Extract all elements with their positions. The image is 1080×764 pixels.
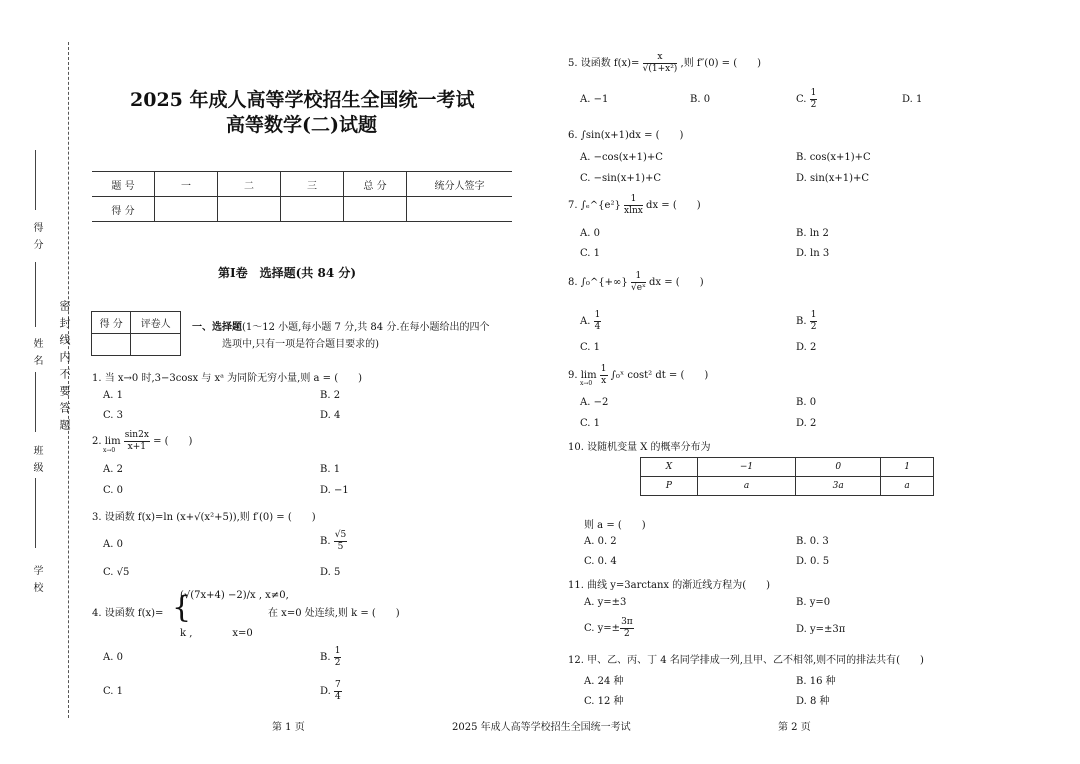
score-row-label: 得 分 bbox=[92, 197, 155, 222]
q8-option-b-label: B. bbox=[796, 316, 807, 327]
q6-stem: 6. ∫sin(x+1)dx = ( ) bbox=[568, 130, 684, 141]
q5-stem bbox=[568, 52, 761, 75]
score-header: 统分人签字 bbox=[407, 172, 513, 197]
q9-option-d[interactable]: D. 2 bbox=[796, 418, 817, 429]
grader-name-cell[interactable] bbox=[131, 334, 181, 356]
q10-option-a[interactable]: A. 0. 2 bbox=[584, 536, 617, 547]
q2-option-a[interactable]: A. 2 bbox=[103, 464, 123, 475]
binding-label-class: 班 级 bbox=[31, 445, 42, 475]
q8-pre: 8. ∫₀^{+∞} bbox=[568, 277, 628, 288]
q5-c-num: 1 bbox=[810, 88, 817, 98]
part-title: 第Ⅰ卷 选择题(共 84 分) bbox=[218, 266, 357, 280]
q11-c-den: 2 bbox=[624, 629, 630, 639]
q4-brace: { bbox=[172, 590, 192, 625]
q8-den: √eˣ bbox=[630, 283, 646, 293]
q6-option-a[interactable]: A. −cos(x+1)+C bbox=[580, 152, 663, 163]
section-instr-1: (1～12 小题,每小题 7 分,共 84 分.在每小题给出的四个 bbox=[242, 322, 490, 333]
q4-d-den: 4 bbox=[335, 692, 341, 702]
q9-den: x bbox=[601, 376, 607, 386]
q2-numerator: sin2x bbox=[124, 430, 149, 440]
binding-underline bbox=[35, 150, 36, 210]
score-header: 二 bbox=[218, 172, 281, 197]
q4-b-den: 2 bbox=[334, 658, 341, 668]
q4-option-c[interactable]: C. 1 bbox=[103, 686, 124, 697]
binding-warning: 密封线内不要答题 bbox=[58, 300, 71, 436]
q7-option-a[interactable]: A. 0 bbox=[580, 228, 600, 239]
grader-name-label: 评卷人 bbox=[131, 312, 181, 334]
q5-pre: 5. 设函数 f(x)= bbox=[568, 58, 640, 69]
q11-option-c-label: C. y=± bbox=[584, 623, 621, 634]
score-cell[interactable] bbox=[344, 197, 407, 222]
q6-option-d[interactable]: D. sin(x+1)+C bbox=[796, 173, 870, 184]
q6-option-c[interactable]: C. −sin(x+1)+C bbox=[580, 173, 662, 184]
q3-option-c[interactable]: C. √5 bbox=[103, 567, 130, 578]
q4-post: 在 x=0 处连续,则 k = ( ) bbox=[268, 608, 400, 619]
q8-option-b[interactable] bbox=[796, 310, 817, 333]
q4-case-2: k , x=0 bbox=[180, 628, 253, 639]
q4-pre: 4. 设函数 f(x)= bbox=[92, 608, 164, 619]
q7-option-b[interactable]: B. ln 2 bbox=[796, 228, 829, 239]
q8-option-c[interactable]: C. 1 bbox=[580, 342, 601, 353]
q5-option-d[interactable]: D. 1 bbox=[902, 94, 923, 105]
dist-header: X bbox=[641, 458, 698, 477]
footer-page-left: 第 1 页 bbox=[272, 722, 305, 733]
q10-option-d[interactable]: D. 0. 5 bbox=[796, 556, 830, 567]
q1-option-a[interactable]: A. 1 bbox=[103, 390, 123, 401]
q11-c-num: 3π bbox=[621, 617, 633, 627]
exam-title: 2025 年成人高等学校招生全国统一考试 bbox=[130, 89, 475, 111]
q3-b-num: √5 bbox=[334, 530, 347, 540]
section-instruction bbox=[192, 318, 490, 333]
q3-option-d[interactable]: D. 5 bbox=[320, 567, 341, 578]
score-header: 三 bbox=[281, 172, 344, 197]
q11-option-a[interactable]: A. y=±3 bbox=[584, 597, 627, 608]
footer-center: 2025 年成人高等学校招生全国统一考试 bbox=[452, 722, 631, 733]
score-header: 总 分 bbox=[344, 172, 407, 197]
q2-fraction bbox=[124, 430, 150, 453]
q8-b-num: 1 bbox=[810, 310, 817, 320]
section-instr-2: 选项中,只有一项是符合题目要求的) bbox=[222, 339, 380, 350]
q5-option-b[interactable]: B. 0 bbox=[690, 94, 711, 105]
dist-header: −1 bbox=[697, 458, 795, 477]
q9-option-a[interactable]: A. −2 bbox=[580, 397, 609, 408]
q9-option-c[interactable]: C. 1 bbox=[580, 418, 601, 429]
section-title: 一、选择题 bbox=[192, 322, 242, 333]
q12-option-b[interactable]: B. 16 种 bbox=[796, 676, 836, 687]
binding-label-school: 学 校 bbox=[31, 565, 42, 595]
q2-denominator: x+1 bbox=[127, 442, 147, 452]
q9-lim: 9. lim bbox=[568, 370, 597, 381]
q8-post: dx = ( ) bbox=[649, 277, 704, 288]
q8-a-num: 1 bbox=[594, 310, 601, 320]
dist-header: 1 bbox=[881, 458, 934, 477]
q2-option-d[interactable]: D. −1 bbox=[320, 485, 349, 496]
q7-option-c[interactable]: C. 1 bbox=[580, 248, 601, 259]
score-header: 题 号 bbox=[92, 172, 155, 197]
q12-option-d[interactable]: D. 8 种 bbox=[796, 696, 830, 707]
q6-option-b[interactable]: B. cos(x+1)+C bbox=[796, 152, 871, 163]
q5-option-c-label: C. bbox=[796, 94, 807, 105]
q12-option-a[interactable]: A. 24 种 bbox=[584, 676, 624, 687]
binding-underline bbox=[35, 262, 36, 327]
q9-option-b[interactable]: B. 0 bbox=[796, 397, 817, 408]
q5-option-a[interactable]: A. −1 bbox=[580, 94, 609, 105]
q2-lim-sub: x→0 bbox=[103, 447, 116, 454]
q11-stem: 11. 曲线 y=3arctanx 的渐近线方程为( ) bbox=[568, 580, 771, 591]
q1-option-c[interactable]: C. 3 bbox=[103, 410, 124, 421]
q3-option-b-label: B. bbox=[320, 536, 331, 547]
dist-cell: P bbox=[641, 477, 698, 496]
grader-score-label: 得 分 bbox=[92, 312, 131, 334]
q11-option-d[interactable]: D. y=±3π bbox=[796, 624, 846, 635]
q1-option-d[interactable]: D. 4 bbox=[320, 410, 341, 421]
score-cell[interactable] bbox=[281, 197, 344, 222]
q3-stem: 3. 设函数 f(x)=ln (x+√(x²+5)),则 f′(0) = ( ) bbox=[92, 512, 316, 523]
dist-cell: a bbox=[881, 477, 934, 496]
dist-header: 0 bbox=[796, 458, 881, 477]
q5-den: √(1+x²) bbox=[642, 64, 678, 74]
q8-stem bbox=[568, 271, 704, 294]
q7-num: 1 bbox=[624, 194, 643, 206]
q4-d-num: 7 bbox=[335, 680, 341, 690]
score-cell[interactable] bbox=[407, 197, 513, 222]
q11-option-c[interactable] bbox=[584, 617, 634, 640]
q8-a-den: 4 bbox=[594, 322, 601, 332]
q9-lim-sub: x→0 bbox=[580, 380, 593, 387]
binding-underline bbox=[35, 372, 36, 432]
q10-distribution-table bbox=[640, 457, 934, 496]
q1-option-b[interactable]: B. 2 bbox=[320, 390, 341, 401]
q5-option-c[interactable] bbox=[796, 88, 817, 111]
q7-post: dx = ( ) bbox=[646, 200, 701, 211]
q7-den: xlnx bbox=[624, 206, 643, 216]
q7-option-d[interactable]: D. ln 3 bbox=[796, 248, 830, 259]
q8-num: 1 bbox=[631, 271, 646, 283]
binding-label-score: 得 分 bbox=[31, 222, 42, 252]
q12-option-c[interactable]: C. 12 种 bbox=[584, 696, 624, 707]
q8-option-a[interactable] bbox=[580, 310, 601, 333]
q4-option-b[interactable] bbox=[320, 646, 341, 669]
q12-stem: 12. 甲、乙、丙、丁 4 名同学排成一列,且甲、乙不相邻,则不同的排法共有( ) bbox=[568, 655, 924, 666]
dist-cell: 3a bbox=[796, 477, 881, 496]
q10-ask: 则 a = ( ) bbox=[584, 520, 646, 531]
q3-option-a[interactable]: A. 0 bbox=[103, 539, 123, 550]
score-header: 一 bbox=[155, 172, 218, 197]
q8-b-den: 2 bbox=[810, 322, 817, 332]
q4-b-num: 1 bbox=[334, 646, 341, 656]
q7-stem bbox=[568, 194, 701, 217]
q4-option-a[interactable]: A. 0 bbox=[103, 652, 123, 663]
q2-option-c[interactable]: C. 0 bbox=[103, 485, 124, 496]
q3-b-den: 5 bbox=[337, 542, 344, 552]
score-cell[interactable] bbox=[218, 197, 281, 222]
q5-num: x bbox=[643, 52, 678, 64]
dist-cell: a bbox=[697, 477, 795, 496]
q11-option-b[interactable]: B. y=0 bbox=[796, 597, 831, 608]
grader-table bbox=[91, 311, 181, 356]
exam-subtitle: 高等数学(二)试题 bbox=[226, 114, 377, 136]
q4-case-1: (√(7x+4) −2)/x , x≠0, bbox=[180, 590, 289, 601]
footer-page-right: 第 2 页 bbox=[778, 722, 811, 733]
q2-lim: 2. lim bbox=[92, 436, 121, 447]
q5-c-den: 2 bbox=[810, 100, 817, 110]
q10-option-b[interactable]: B. 0. 3 bbox=[796, 536, 829, 547]
grader-score-cell[interactable] bbox=[92, 334, 131, 356]
q2-post: = ( ) bbox=[153, 436, 193, 447]
q10-option-c[interactable]: C. 0. 4 bbox=[584, 556, 617, 567]
binding-label-name: 姓 名 bbox=[31, 338, 42, 368]
binding-underline bbox=[35, 478, 36, 548]
q8-option-d[interactable]: D. 2 bbox=[796, 342, 817, 353]
q4-option-d-label: D. bbox=[320, 686, 331, 697]
score-cell[interactable] bbox=[155, 197, 218, 222]
q4-option-b-label: B. bbox=[320, 652, 331, 663]
q4-option-d[interactable] bbox=[320, 680, 342, 703]
q7-pre: 7. ∫ₑ^{e²} bbox=[568, 200, 621, 211]
q5-post: ,则 f″(0) = ( ) bbox=[680, 58, 762, 69]
q9-integral: ∫₀ˣ cost² dt = ( ) bbox=[610, 370, 709, 381]
q1-stem: 1. 当 x→0 时,3−3cosx 与 xᵃ 为同阶无穷小量,则 a = ( ) bbox=[92, 373, 363, 384]
q8-option-a-label: A. bbox=[580, 316, 591, 327]
q9-num: 1 bbox=[600, 364, 607, 374]
q3-option-b[interactable] bbox=[320, 530, 347, 553]
q2-option-b[interactable]: B. 1 bbox=[320, 464, 341, 475]
q10-stem: 10. 设随机变量 X 的概率分布为 bbox=[568, 442, 711, 453]
score-table bbox=[92, 171, 512, 222]
